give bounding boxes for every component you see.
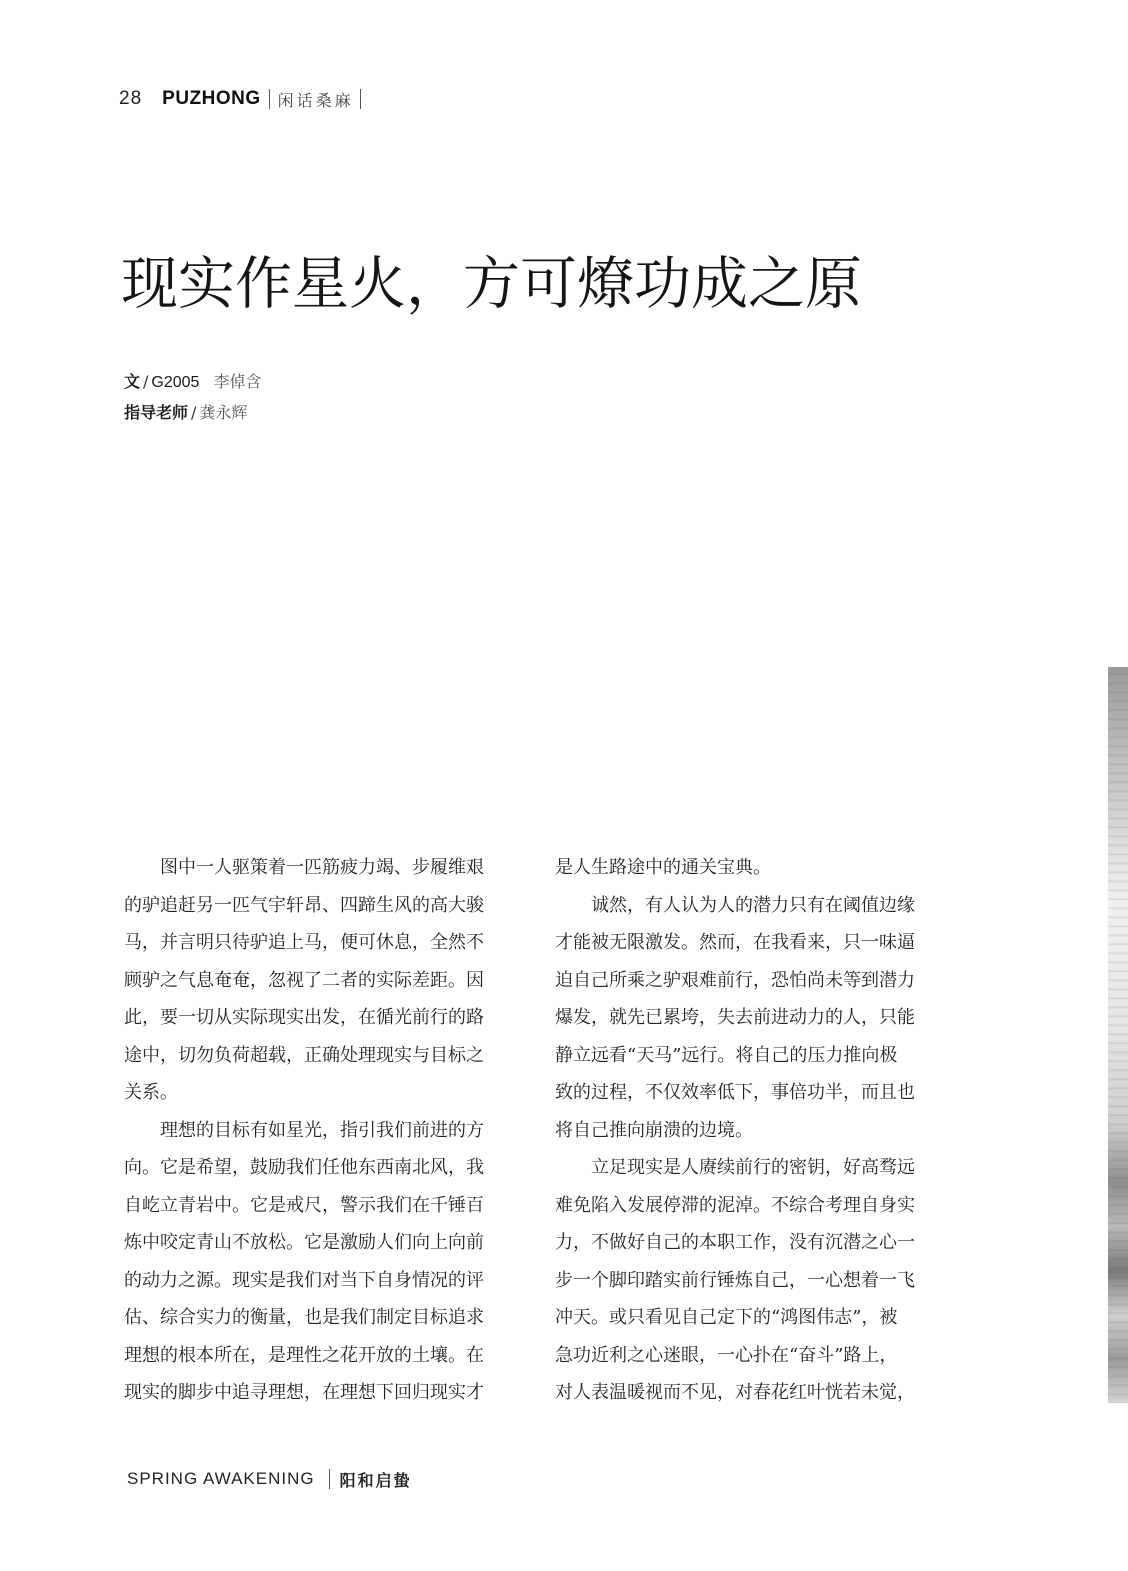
paragraph — [124, 849, 504, 887]
text-line: 的驴追赶另一匹气宇轩昂、四蹄生风的高大骏 — [124, 894, 484, 916]
footer-divider-bar — [329, 1469, 330, 1489]
text-line: 途中，切勿负荷超载，正确处理现实与目标之 — [124, 1044, 484, 1066]
footer-issue-chinese: 阳和启蛰 — [339, 1470, 412, 1490]
paragraph — [555, 887, 935, 925]
text-line: 迫自己所乘之驴艰难前行，恐怕尚未等到潜力 — [555, 969, 915, 991]
text-line: 理想的目标有如星光，指引我们前进的方 — [160, 1119, 484, 1141]
text-line: 诚然，有人认为人的潜力只有在阈值边缘 — [591, 894, 915, 916]
credits — [124, 367, 261, 428]
page-header — [119, 86, 361, 112]
section-name: 闲话桑麻 — [277, 90, 354, 110]
text-line: 静立远看“天马”远行。将自己的压力推向极 — [555, 1044, 898, 1066]
byline-author: 李倬含 — [213, 372, 262, 391]
text-line: 立足现实是人赓续前行的密钥，好高骛远 — [591, 1157, 915, 1178]
body-column-left — [124, 849, 504, 1412]
text-line: 自屹立青岩中。它是戒尺，警示我们在千锤百 — [124, 1194, 484, 1216]
seascape-photo-strip — [1108, 667, 1128, 1403]
body-column-right — [555, 849, 935, 1412]
text-line: 将自己推向崩溃的边境。 — [555, 1119, 753, 1141]
text-line: 向。它是希望，鼓励我们任他东西南北风，我 — [124, 1157, 484, 1178]
text-line: 理想的根本所在，是理性之花开放的土壤。在 — [124, 1344, 484, 1366]
text-line: 顾驴之气息奄奄，忽视了二者的实际差距。因 — [124, 969, 484, 991]
text-line: 冲天。或只看见自己定下的“鸿图伟志”，被 — [555, 1307, 898, 1328]
text-line: 炼中咬定青山不放松。它是激励人们向上向前 — [124, 1232, 484, 1253]
byline-separator: / — [143, 372, 149, 391]
footer-issue-english: SPRING AWAKENING — [127, 1469, 315, 1488]
paragraph — [124, 1112, 504, 1150]
text-line: 急功近利之心迷眼，一心扑在“奋斗”路上， — [555, 1344, 898, 1366]
byline-class-code: G2005 — [151, 374, 200, 391]
advisor-label: 指导老师 — [124, 403, 189, 422]
text-line: 力，不做好自己的本职工作，没有沉潜之心一 — [555, 1232, 915, 1253]
text-line: 难免陷入发展停滞的泥淖。不综合考理自身实 — [555, 1194, 915, 1216]
byline — [124, 367, 261, 398]
paragraph — [555, 1149, 935, 1187]
text-line: 步一个脚印踏实前行锤炼自己，一心想着一飞 — [555, 1269, 915, 1291]
text-line: 的动力之源。现实是我们对当下自身情况的评 — [124, 1269, 484, 1291]
text-line: 爆发，就先已累垮，失去前进动力的人，只能 — [555, 1007, 915, 1028]
text-line: 图中一人驱策着一匹筋疲力竭、步履维艰 — [160, 857, 484, 878]
magazine-name: PUZHONG — [162, 88, 261, 109]
page-footer — [127, 1466, 412, 1492]
advisor-separator: / — [191, 403, 197, 422]
divider-bar-right — [360, 89, 361, 109]
article-title: 现实作星火，方可燎功成之原 — [121, 251, 862, 317]
advisor-name: 龚永辉 — [199, 403, 248, 422]
text-line: 是人生路途中的通关宝典。 — [555, 857, 771, 878]
byline-label: 文 — [124, 372, 141, 391]
text-line: 此，要一切从实际现实出发，在循光前行的路 — [124, 1007, 484, 1028]
text-line: 现实的脚步中追寻理想，在理想下回归现实才 — [124, 1382, 484, 1403]
text-line: 关系。 — [124, 1082, 178, 1103]
divider-bar-left — [269, 89, 270, 109]
text-line: 马，并言明只待驴追上马，便可休息，全然不 — [124, 932, 484, 953]
text-line: 估、综合实力的衡量，也是我们制定目标追求 — [124, 1307, 484, 1328]
text-line: 对人表温暖视而不见，对春花红叶恍若未觉， — [555, 1382, 915, 1403]
advisor-line — [124, 398, 261, 428]
text-line: 才能被无限激发。然而，在我看来，只一味逼 — [555, 932, 915, 953]
page-number: 28 — [119, 88, 143, 109]
text-line: 致的过程，不仅效率低下，事倍功半，而且也 — [555, 1082, 915, 1103]
